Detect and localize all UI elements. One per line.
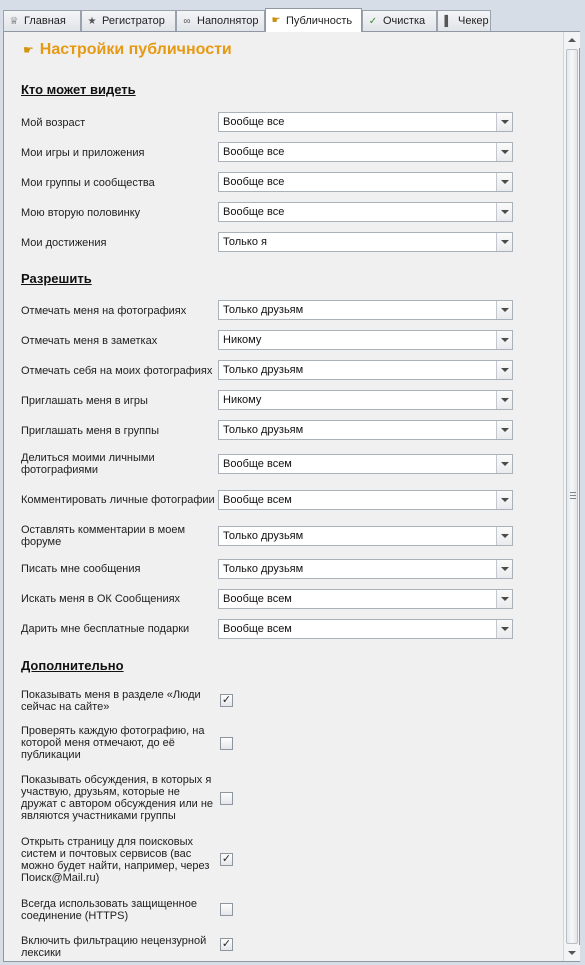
select-value: Вообще всем: [223, 458, 292, 470]
scroll-up-arrow-icon[interactable]: [564, 32, 580, 48]
extra-label: Показывать обсуждения, в которых я участвую, друзьям, которые не дружат с автором обсуждения или не являются участниками группы: [21, 774, 214, 822]
chevron-down-icon[interactable]: [496, 421, 512, 439]
chevron-down-icon[interactable]: [496, 203, 512, 221]
checkmark-icon: ✓: [221, 853, 232, 865]
select-value: Только я: [223, 236, 267, 248]
checkmark-icon: ✓: [221, 938, 232, 950]
section-permissions-heading: Разрешить: [21, 271, 92, 286]
section-visibility-heading: Кто может видеть: [21, 82, 136, 97]
visibility-label-partner: Мою вторую половинку: [21, 207, 141, 219]
extra-checkbox[interactable]: [220, 938, 233, 951]
chevron-down-icon[interactable]: [496, 391, 512, 409]
permissions-select[interactable]: [218, 454, 513, 474]
extra-checkbox[interactable]: [220, 792, 233, 805]
hand-icon: ☛: [23, 43, 34, 57]
bar-icon: ▌: [444, 15, 452, 27]
grip-icon: [570, 492, 576, 499]
extra-label: Показывать меня в разделе «Люди сейчас на сайте»: [21, 689, 201, 713]
scroll-content: [4, 32, 562, 961]
permissions-label: Приглашать меня в группы: [21, 425, 159, 437]
chevron-down-icon[interactable]: [496, 455, 512, 473]
visibility-select-age[interactable]: [218, 112, 513, 132]
page-title-text: Настройки публичности: [39, 41, 232, 58]
visibility-select-games[interactable]: [218, 142, 513, 162]
chevron-down-icon[interactable]: [496, 113, 512, 131]
visibility-label-groups: Мои группы и сообщества: [21, 177, 155, 189]
select-value: Вообще всем: [223, 623, 292, 635]
extra-label: Проверять каждую фотографию, на которой меня отмечают, до её публикации: [21, 725, 205, 761]
select-value: Вообще всем: [223, 494, 292, 506]
permissions-label: Отмечать себя на моих фотографиях: [21, 365, 213, 377]
tab-label: Главная: [24, 15, 66, 27]
tab-registrator[interactable]: [81, 10, 176, 31]
select-value: Вообще все: [223, 176, 285, 188]
extra-checkbox[interactable]: [220, 903, 233, 916]
chevron-down-icon[interactable]: [496, 527, 512, 545]
chevron-down-icon[interactable]: [496, 143, 512, 161]
chevron-down-icon[interactable]: [496, 491, 512, 509]
chevron-down-icon[interactable]: [496, 173, 512, 191]
permissions-select[interactable]: [218, 360, 513, 380]
permissions-select[interactable]: [218, 526, 513, 546]
permissions-select[interactable]: [218, 330, 513, 350]
chevron-down-icon[interactable]: [496, 233, 512, 251]
select-value: Вообще все: [223, 116, 285, 128]
vertical-scrollbar[interactable]: [563, 32, 579, 961]
chevron-down-icon[interactable]: [496, 361, 512, 379]
select-value: Никому: [223, 394, 262, 406]
hand-icon: ☛: [271, 15, 281, 26]
scrollbar-thumb[interactable]: [566, 49, 578, 944]
select-value: Никому: [223, 334, 262, 346]
chevron-down-icon[interactable]: [496, 590, 512, 608]
chevron-down-icon[interactable]: [496, 560, 512, 578]
select-value: Вообще все: [223, 206, 285, 218]
checkmark-icon: ✓: [221, 694, 232, 706]
permissions-select[interactable]: [218, 390, 513, 410]
permissions-label: Приглашать меня в игры: [21, 395, 148, 407]
permissions-select[interactable]: [218, 559, 513, 579]
visibility-select-achievements[interactable]: [218, 232, 513, 252]
extra-checkbox[interactable]: [220, 737, 233, 750]
extra-checkbox[interactable]: [220, 853, 233, 866]
tab-publicity[interactable]: [265, 8, 362, 32]
visibility-select-partner[interactable]: [218, 202, 513, 222]
permissions-label: Отмечать меня в заметках: [21, 335, 158, 347]
permissions-label: Оставлять комментарии в моем форуме: [21, 524, 186, 548]
extra-checkbox[interactable]: [220, 694, 233, 707]
tab-filler[interactable]: [176, 10, 265, 31]
tab-label: Очистка: [383, 15, 426, 27]
permissions-label: Комментировать личные фотографии: [21, 494, 215, 506]
tab-main[interactable]: [3, 10, 81, 31]
visibility-label-games: Мои игры и приложения: [21, 147, 145, 159]
visibility-label-achievements: Мои достижения: [21, 237, 107, 249]
permissions-label: Писать мне сообщения: [21, 563, 141, 575]
infinity-icon: ∞: [183, 15, 191, 27]
permissions-select[interactable]: [218, 420, 513, 440]
extra-label: Включить фильтрацию нецензурной лексики: [21, 935, 207, 959]
chevron-down-icon[interactable]: [496, 620, 512, 638]
permissions-select[interactable]: [218, 300, 513, 320]
permissions-select[interactable]: [218, 619, 513, 639]
visibility-select-groups[interactable]: [218, 172, 513, 192]
tab-checker[interactable]: [437, 10, 491, 31]
select-value: Только друзьям: [223, 364, 304, 376]
permissions-select[interactable]: [218, 490, 513, 510]
select-value: Только друзьям: [223, 530, 304, 542]
tab-cleanup[interactable]: [362, 10, 437, 31]
settings-panel: [3, 31, 580, 962]
select-value: Вообще всем: [223, 593, 292, 605]
page-title: [23, 41, 232, 59]
select-value: Только друзьям: [223, 563, 304, 575]
extra-label: Всегда использовать защищенное соединение (HTTPS): [21, 898, 197, 922]
crown-icon: ♕: [9, 15, 19, 27]
visibility-label-age: Мой возраст: [21, 117, 86, 129]
tab-bar: [0, 0, 585, 30]
check-icon: ✓: [368, 15, 378, 27]
permissions-label: Делиться моими личными фотографиями: [21, 452, 155, 476]
scroll-down-arrow-icon[interactable]: [564, 945, 580, 961]
select-value: Только друзьям: [223, 424, 304, 436]
permissions-label: Дарить мне бесплатные подарки: [21, 623, 190, 635]
tab-label: Чекер: [458, 15, 489, 27]
extra-label: Открыть страницу для поисковых систем и почтовых сервисов (вас можно будет найти, например, через Поиск@Mail.ru): [21, 836, 210, 884]
section-extra-heading: Дополнительно: [21, 658, 124, 673]
permissions-label: Отмечать меня на фотографиях: [21, 305, 187, 317]
select-value: Только друзьям: [223, 304, 304, 316]
chevron-down-icon[interactable]: [496, 301, 512, 319]
star-icon: ★: [87, 15, 97, 27]
chevron-down-icon[interactable]: [496, 331, 512, 349]
tab-label: Наполнятор: [197, 15, 259, 27]
permissions-select[interactable]: [218, 589, 513, 609]
permissions-label: Искать меня в ОК Сообщениях: [21, 593, 181, 605]
tab-label: Публичность: [286, 14, 353, 27]
select-value: Вообще все: [223, 146, 285, 158]
tab-label: Регистратор: [102, 15, 165, 27]
